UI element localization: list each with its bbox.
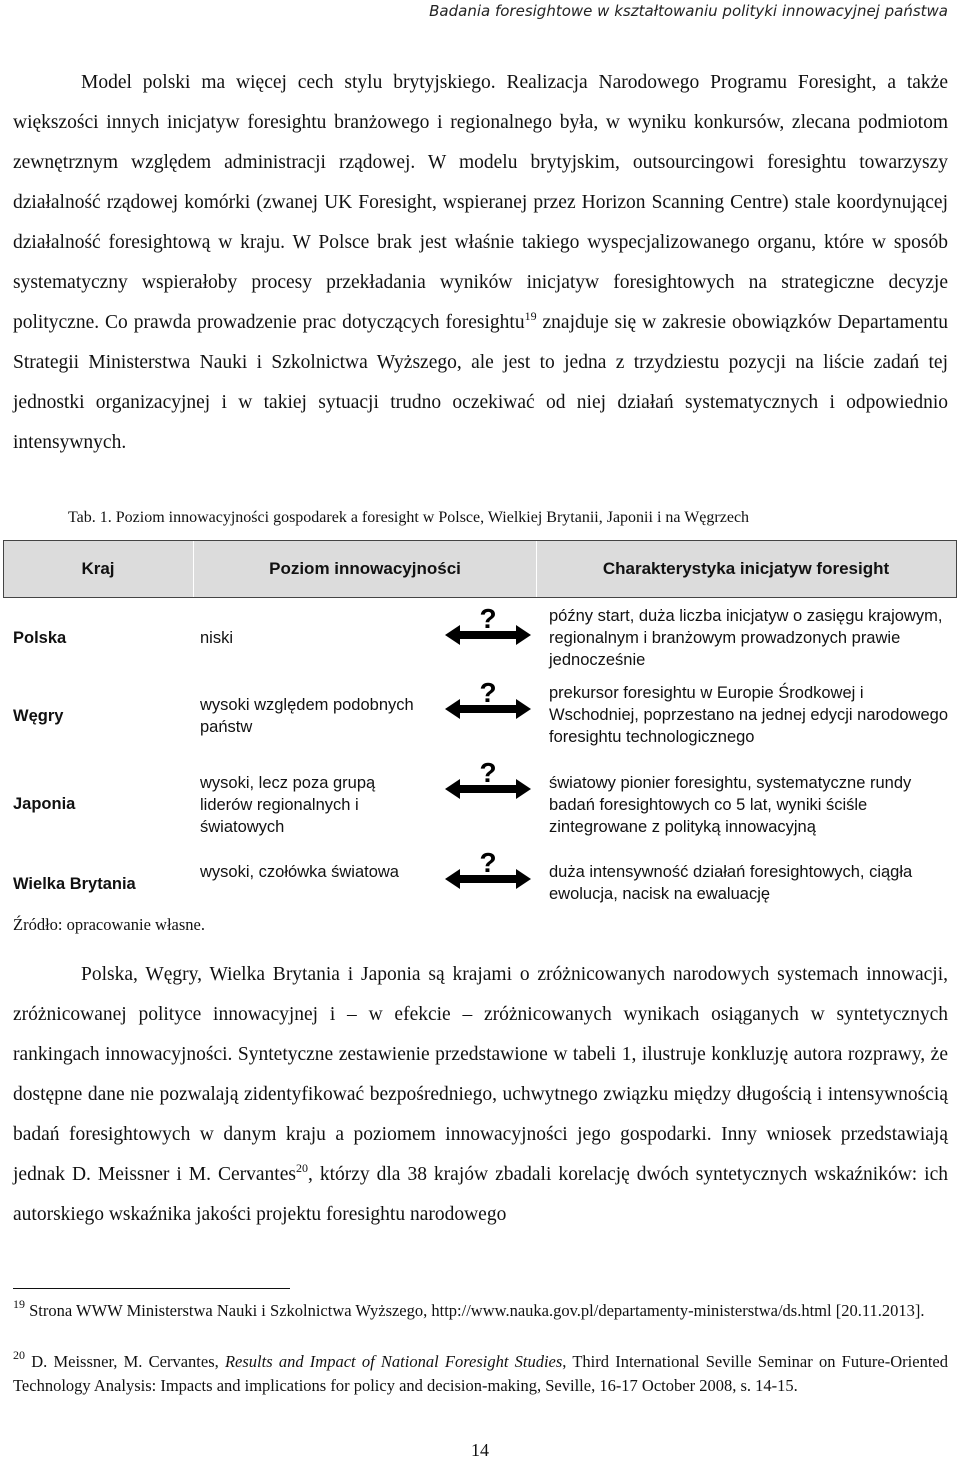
running-header: Badania foresightowe w kształtowaniu polityki innowacyjnej państwa (429, 2, 948, 20)
question-mark: ? (479, 608, 497, 634)
double-arrow-icon (443, 762, 533, 802)
country-name: Węgry (13, 707, 64, 725)
double-arrow-icon (443, 608, 533, 648)
footnote-ref-19[interactable]: 19 (524, 309, 537, 323)
characteristics: późny start, duża liczba inicjatyw o zasięgu krajowym, regionalnym i branżowym prowadzonych prawie jednocześnie (549, 607, 943, 669)
double-arrow-icon (443, 682, 533, 722)
table-caption: Tab. 1. Poziom innowacyjności gospodarek a foresight w Polsce, Wielkiej Brytanii, Japonii i na Węgrzech (68, 509, 750, 526)
footnote-number: 19 (13, 1297, 25, 1311)
footnote-number: 20 (13, 1348, 25, 1362)
page-number: 14 (471, 1440, 489, 1460)
characteristics: duża intensywność działań foresightowych, ciągła ewolucja, nacisk na ewaluację (549, 863, 913, 903)
characteristics: prekursor foresightu w Europie Środkowej i Wschodniej, poprzestano na jednej edycji narodowego foresightu technologicznego (549, 684, 949, 746)
country-name: Japonia (13, 795, 76, 813)
footnote-20 (13, 1350, 948, 1398)
question-mark: ? (479, 852, 497, 878)
question-mark: ? (479, 762, 497, 788)
paragraph-1 (13, 63, 948, 463)
innovation-level: niski (200, 629, 234, 647)
table-row (0, 600, 960, 675)
paragraph-2 (13, 955, 948, 1235)
table-row (0, 762, 960, 850)
question-mark: ? (479, 682, 497, 708)
paragraph-1-text-b: znajduje się w zakresie obowiązków Departamentu Strategii Ministerstwa Nauki i Szkolnictwa Wyższego, ale jest to jedna z trzydziestu pozycji na liście zadań tej jednostki organizacyjnej i w takiej sytuacji trudno oczekiwać od niej działań systematycznych i odpowiednio intensywnych. (13, 312, 948, 453)
double-arrow-icon (443, 852, 533, 892)
paragraph-1-text-a: Model polski ma więcej cech stylu brytyjskiego. Realizacja Narodowego Programu Foresight, a także większości innych inicjatyw foresightu branżowego i regionalnego była, w wyniku konkursów, zlecana podmiotom zewnętrznym względem administracji rządowej. W modelu brytyjskim, outsourcingowi foresightu towarzyszy działalność rządowej komórki (zwanej UK Foresight, wspieranej przez Horizon Scanning Centre) stale koordynującej działalność foresightową w kraju. W Polsce brak jest właśnie takiego wyspecjalizowanego organu, które w sposób systematyczny wspierałoby procesy przekładania wyników inicjatyw foresightowych na strategiczne decyzje polityczne. Co prawda prowadzenie prac dotyczących foresightu (13, 72, 948, 333)
innovation-level: wysoki względem podobnych państw (200, 696, 414, 736)
footnote-text-post: , Third International Seville Seminar on Future-Oriented Technology Analysis: Impacts and implications for policy and decision-making, Seville, 16-17 October 2008, s. 14-15. (13, 1352, 948, 1395)
header-kraj: Kraj (81, 559, 115, 578)
footnote-divider (13, 1288, 290, 1289)
table-header-row (3, 540, 957, 598)
innovation-level: wysoki, czołówka światowa (200, 863, 399, 881)
footnote-text: Strona WWW Ministerstwa Nauki i Szkolnictwa Wyższego, http://www.nauka.gov.pl/departamenty-ministerstwa/ds.html [20.11.2013]. (25, 1301, 925, 1320)
header-poziom: Poziom innowacyjności (193, 541, 537, 597)
header-charakterystyka: Charakterystyka inicjatyw foresight (602, 559, 890, 578)
paragraph-2-text-a: Polska, Węgry, Wielka Brytania i Japonia są krajami o zróżnicowanych narodowych systemach innowacji, zróżnicowanej polityce innowacyjnej i – w efekcie – zróżnicowanych wynikach osiąganych w syntetycznych rankingach innowacyjności. Syntetyczne zestawienie przedstawione w tabeli 1, ilustruje konkluzję autora rozprawy, że dostępne dane nie pozwalają zidentyfikować bezpośredniego, uchwytnego związku między długością i intensywnością badań foresightowych w danym kraju a poziomem innowacyjności jego gospodarki. Inny wniosek przedstawiają jednak D. Meissner i M. Cervantes (13, 964, 948, 1185)
footnote-text-pre: D. Meissner, M. Cervantes, (25, 1352, 225, 1371)
country-name: Wielka Brytania (13, 875, 136, 893)
paragraph-2-text-b: , którzy dla 38 krajów zbadali korelację dwóch syntetycznych wskaźników: ich autorskiego wskaźnika jakości projektu foresightu narodowego (13, 1164, 948, 1225)
innovation-level: wysoki, lecz poza grupą liderów regionalnych i światowych (200, 774, 376, 836)
footnote-ref-20[interactable]: 20 (295, 1161, 308, 1175)
footnote-19 (13, 1299, 948, 1323)
table-row (0, 682, 960, 757)
table-row (0, 852, 960, 915)
footnote-cited-title: Results and Impact of National Foresight Studies (224, 1352, 563, 1371)
table-source: Źródło: opracowanie własne. (13, 915, 205, 934)
characteristics: światowy pionier foresightu, systematyczne rundy badań foresightowych co 5 lat, wyniki ściśle zintegrowane z polityką innowacyjną (549, 774, 912, 836)
country-name: Polska (13, 629, 67, 647)
